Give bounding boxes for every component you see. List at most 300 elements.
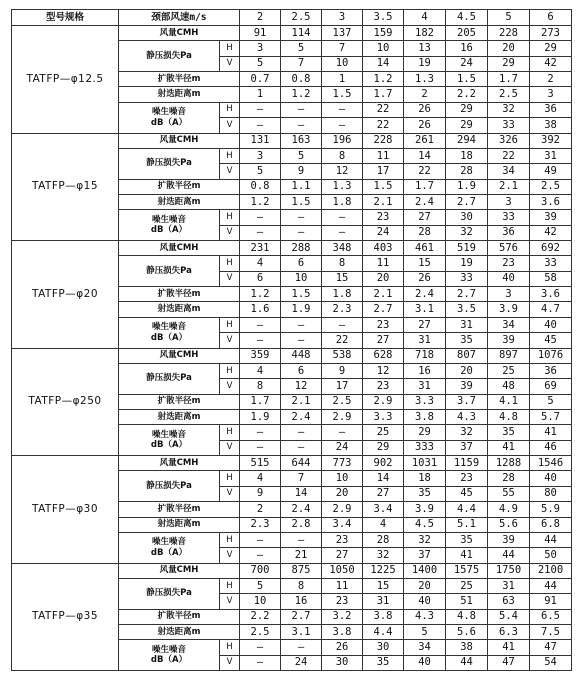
noise-v-value: 32 xyxy=(363,548,404,563)
h-label: H xyxy=(220,363,240,378)
noise-label-line-1: 噪生噪音 xyxy=(151,107,186,118)
noise-v-value: 41 xyxy=(446,548,488,563)
noise-label xyxy=(119,102,220,133)
pressure-label: 静压损失Pa xyxy=(119,148,220,179)
pressure-v-value: 26 xyxy=(404,271,446,286)
pressure-h-value: 15 xyxy=(404,256,446,271)
radius-value: 4.8 xyxy=(446,609,488,624)
noise-h-value: 41 xyxy=(530,425,572,440)
radius-value: 0.7 xyxy=(240,72,281,87)
noise-h-value: 40 xyxy=(530,317,572,332)
radius-value: 1.9 xyxy=(446,179,488,194)
noise-v-value: 42 xyxy=(530,225,572,240)
airflow-value: 114 xyxy=(281,26,322,41)
pressure-h-value: 10 xyxy=(363,41,404,56)
pressure-v-value: 9 xyxy=(281,164,322,179)
pressure-h-value: 8 xyxy=(281,578,322,593)
noise-label-line-2: dB（A） xyxy=(150,332,188,343)
throw-value: 3.5 xyxy=(446,302,488,317)
pressure-v-value: 33 xyxy=(446,271,488,286)
noise-h-value: 36 xyxy=(530,102,572,117)
airflow-value: 261 xyxy=(404,133,446,148)
radius-label: 扩散半径m xyxy=(119,287,240,302)
radius-value: 6.5 xyxy=(530,609,572,624)
model-cell: TATFP—φ20 xyxy=(12,241,119,349)
radius-value: 5 xyxy=(530,394,572,409)
noise-v-value: 50 xyxy=(530,548,572,563)
noise-v-value: – xyxy=(281,225,322,240)
pressure-h-value: 18 xyxy=(446,148,488,163)
radius-label: 扩散半径m xyxy=(119,394,240,409)
airflow-value: 1076 xyxy=(530,348,572,363)
airflow-value: 897 xyxy=(488,348,530,363)
radius-label: 扩散半径m xyxy=(119,72,240,87)
noise-v-value: – xyxy=(322,225,363,240)
radius-value: 1.7 xyxy=(404,179,446,194)
noise-h-value: – xyxy=(322,425,363,440)
noise-v-value: 44 xyxy=(446,655,488,670)
header-speed-value: 4.5 xyxy=(446,10,488,26)
pressure-v-value: 5 xyxy=(240,164,281,179)
model-cell: TATFP—φ30 xyxy=(12,456,119,564)
pressure-v-value: 48 xyxy=(488,379,530,394)
noise-h-value: – xyxy=(240,425,281,440)
airflow-value: 875 xyxy=(281,563,322,578)
pressure-h-value: 19 xyxy=(446,256,488,271)
noise-h-value: 22 xyxy=(363,102,404,117)
noise-label-line-1: 噪生噪音 xyxy=(151,322,186,333)
throw-value: 5.6 xyxy=(488,517,530,532)
airflow-value: 163 xyxy=(281,133,322,148)
pressure-v-value: 40 xyxy=(488,271,530,286)
noise-h-value: 23 xyxy=(322,532,363,547)
noise-v-value: – xyxy=(322,118,363,133)
noise-v-value: 31 xyxy=(404,333,446,348)
h-label: H xyxy=(220,532,240,547)
radius-value: 3.6 xyxy=(530,287,572,302)
throw-value: 5 xyxy=(404,625,446,640)
pressure-h-value: 7 xyxy=(322,41,363,56)
pressure-v-value: 23 xyxy=(363,379,404,394)
h-label: H xyxy=(220,640,240,655)
noise-label xyxy=(119,210,220,241)
throw-value: 2.3 xyxy=(240,517,281,532)
throw-value: 4 xyxy=(363,517,404,532)
radius-value: 1.1 xyxy=(281,179,322,194)
airflow-value: 228 xyxy=(363,133,404,148)
throw-value: 4.3 xyxy=(446,409,488,424)
pressure-v-value: 10 xyxy=(240,594,281,609)
noise-v-value: 46 xyxy=(530,440,572,455)
throw-label: 射迭距离m xyxy=(119,625,240,640)
pressure-v-value: 12 xyxy=(322,164,363,179)
pressure-v-value: 19 xyxy=(404,56,446,71)
throw-value: 3.9 xyxy=(488,302,530,317)
noise-label-line-1: 噪生噪音 xyxy=(151,537,186,548)
h-label: H xyxy=(220,210,240,225)
radius-value: 3.3 xyxy=(404,394,446,409)
pressure-v-value: 49 xyxy=(530,164,572,179)
radius-value: 4.9 xyxy=(488,502,530,517)
noise-h-value: 27 xyxy=(404,210,446,225)
noise-h-value: 39 xyxy=(488,532,530,547)
noise-h-value: 35 xyxy=(446,532,488,547)
h-label: H xyxy=(220,256,240,271)
radius-value: 2.1 xyxy=(363,287,404,302)
pressure-v-value: 24 xyxy=(446,56,488,71)
throw-value: 1.9 xyxy=(281,302,322,317)
noise-v-value: – xyxy=(240,333,281,348)
header-speed-value: 2 xyxy=(240,10,281,26)
v-label: V xyxy=(220,655,240,670)
pressure-h-value: 5 xyxy=(240,578,281,593)
noise-v-value: 37 xyxy=(404,548,446,563)
airflow-value: 1031 xyxy=(404,456,446,471)
header-speed-value: 6 xyxy=(530,10,572,26)
airflow-value: 403 xyxy=(363,241,404,256)
pressure-v-value: 69 xyxy=(530,379,572,394)
noise-h-value: 30 xyxy=(363,640,404,655)
throw-value: 1.8 xyxy=(322,194,363,209)
noise-v-value: 45 xyxy=(530,333,572,348)
noise-v-value: 40 xyxy=(404,655,446,670)
pressure-h-value: 7 xyxy=(281,471,322,486)
noise-v-value: 30 xyxy=(322,655,363,670)
model-cell: TATFP—φ250 xyxy=(12,348,119,456)
radius-value: 2.9 xyxy=(322,502,363,517)
pressure-h-value: 44 xyxy=(530,578,572,593)
noise-v-value: 333 xyxy=(404,440,446,455)
pressure-v-value: 40 xyxy=(404,594,446,609)
throw-label: 射迭距离m xyxy=(119,517,240,532)
noise-v-value: 44 xyxy=(488,548,530,563)
pressure-label: 静压损失Pa xyxy=(119,578,220,609)
throw-value: 3.8 xyxy=(404,409,446,424)
noise-v-value: 29 xyxy=(446,118,488,133)
noise-h-value: – xyxy=(240,210,281,225)
pressure-v-value: 23 xyxy=(322,594,363,609)
noise-h-value: 29 xyxy=(446,102,488,117)
pressure-v-value: 14 xyxy=(281,486,322,501)
throw-value: 4.8 xyxy=(488,409,530,424)
throw-value: 1.9 xyxy=(240,409,281,424)
model-cell: TATFP—φ12.5 xyxy=(12,26,119,134)
pressure-v-value: 20 xyxy=(322,486,363,501)
pressure-v-value: 20 xyxy=(363,271,404,286)
pressure-h-value: 14 xyxy=(363,471,404,486)
pressure-v-value: 12 xyxy=(281,379,322,394)
noise-h-value: 23 xyxy=(363,210,404,225)
noise-h-value: 32 xyxy=(446,425,488,440)
airflow-value: 1750 xyxy=(488,563,530,578)
airflow-value: 326 xyxy=(488,133,530,148)
noise-h-value: 26 xyxy=(322,640,363,655)
airflow-value: 294 xyxy=(446,133,488,148)
table-row xyxy=(12,456,572,471)
noise-h-value: 25 xyxy=(363,425,404,440)
noise-h-value: – xyxy=(240,640,281,655)
airflow-value: 1288 xyxy=(488,456,530,471)
airflow-value: 692 xyxy=(530,241,572,256)
noise-h-value: 31 xyxy=(446,317,488,332)
radius-value: 2.2 xyxy=(240,609,281,624)
pressure-v-value: 7 xyxy=(281,56,322,71)
pressure-v-value: 29 xyxy=(488,56,530,71)
pressure-h-value: 25 xyxy=(488,363,530,378)
radius-value: 1.3 xyxy=(404,72,446,87)
radius-value: 3.7 xyxy=(446,394,488,409)
airflow-value: 91 xyxy=(240,26,281,41)
pressure-label: 静压损失Pa xyxy=(119,256,220,287)
noise-v-value: 35 xyxy=(446,333,488,348)
pressure-h-value: 14 xyxy=(404,148,446,163)
pressure-h-value: 15 xyxy=(363,578,404,593)
pressure-h-value: 8 xyxy=(322,256,363,271)
noise-h-value: 23 xyxy=(363,317,404,332)
v-label: V xyxy=(220,333,240,348)
airflow-value: 196 xyxy=(322,133,363,148)
h-label: H xyxy=(220,41,240,56)
pressure-v-value: 31 xyxy=(363,594,404,609)
v-label: V xyxy=(220,594,240,609)
noise-v-value: 54 xyxy=(530,655,572,670)
radius-value: 2.4 xyxy=(404,287,446,302)
noise-h-value: – xyxy=(322,102,363,117)
pressure-v-value: 51 xyxy=(446,594,488,609)
model-cell: TATFP—φ15 xyxy=(12,133,119,241)
noise-v-value: 33 xyxy=(488,118,530,133)
noise-v-value: 41 xyxy=(488,440,530,455)
airflow-value: 519 xyxy=(446,241,488,256)
pressure-label: 静压损失Pa xyxy=(119,41,220,72)
pressure-v-value: 27 xyxy=(363,486,404,501)
noise-label xyxy=(119,317,220,348)
noise-v-value: – xyxy=(240,548,281,563)
noise-h-value: 41 xyxy=(488,640,530,655)
airflow-label: 风量CMH xyxy=(119,241,240,256)
throw-value: 7.5 xyxy=(530,625,572,640)
noise-v-value: 38 xyxy=(530,118,572,133)
spec-table-body xyxy=(12,10,572,671)
airflow-value: 538 xyxy=(322,348,363,363)
pressure-v-value: 22 xyxy=(404,164,446,179)
radius-value: 2.1 xyxy=(488,179,530,194)
throw-value: 2.5 xyxy=(240,625,281,640)
noise-h-value: – xyxy=(281,102,322,117)
noise-v-value: 27 xyxy=(363,333,404,348)
throw-label: 射迭距离m xyxy=(119,194,240,209)
airflow-value: 902 xyxy=(363,456,404,471)
noise-v-value: 35 xyxy=(363,655,404,670)
noise-h-value: – xyxy=(240,317,281,332)
pressure-h-value: 33 xyxy=(530,256,572,271)
header-row xyxy=(12,10,572,26)
radius-value: 5.4 xyxy=(488,609,530,624)
pressure-h-value: 6 xyxy=(281,256,322,271)
radius-value: 1.5 xyxy=(281,287,322,302)
radius-value: 4.3 xyxy=(404,609,446,624)
table-row xyxy=(12,26,572,41)
radius-value: 0.8 xyxy=(240,179,281,194)
pressure-v-value: 39 xyxy=(446,379,488,394)
airflow-value: 628 xyxy=(363,348,404,363)
pressure-v-value: 17 xyxy=(322,379,363,394)
header-speed-value: 4 xyxy=(404,10,446,26)
pressure-h-value: 20 xyxy=(404,578,446,593)
airflow-value: 205 xyxy=(446,26,488,41)
pressure-label: 静压损失Pa xyxy=(119,471,220,502)
throw-value: 1.2 xyxy=(240,194,281,209)
throw-value: 5.1 xyxy=(446,517,488,532)
pressure-h-value: 3 xyxy=(240,41,281,56)
noise-label-line-2: dB（A） xyxy=(150,655,188,666)
airflow-value: 1050 xyxy=(322,563,363,578)
pressure-h-value: 23 xyxy=(488,256,530,271)
airflow-value: 807 xyxy=(446,348,488,363)
pressure-v-value: 58 xyxy=(530,271,572,286)
throw-value: 1.5 xyxy=(322,87,363,102)
pressure-h-value: 4 xyxy=(240,256,281,271)
pressure-h-value: 13 xyxy=(404,41,446,56)
pressure-v-value: 35 xyxy=(404,486,446,501)
v-label: V xyxy=(220,164,240,179)
pressure-h-value: 10 xyxy=(322,471,363,486)
throw-value: 3.8 xyxy=(322,625,363,640)
airflow-value: 159 xyxy=(363,26,404,41)
noise-label-line-2: dB（A） xyxy=(150,547,188,558)
noise-h-value: 44 xyxy=(530,532,572,547)
header-speed-value: 3.5 xyxy=(363,10,404,26)
v-label: V xyxy=(220,379,240,394)
pressure-h-value: 20 xyxy=(488,41,530,56)
noise-v-value: – xyxy=(240,118,281,133)
table-row xyxy=(12,241,572,256)
v-label: V xyxy=(220,225,240,240)
pressure-v-value: 17 xyxy=(363,164,404,179)
throw-value: 3.4 xyxy=(322,517,363,532)
spec-table xyxy=(11,9,572,671)
noise-h-value: – xyxy=(281,317,322,332)
airflow-value: 359 xyxy=(240,348,281,363)
pressure-v-value: 16 xyxy=(281,594,322,609)
noise-v-value: 26 xyxy=(404,118,446,133)
table-row xyxy=(12,348,572,363)
noise-v-value: – xyxy=(281,118,322,133)
noise-label-line-1: 噪生噪音 xyxy=(151,644,186,655)
airflow-value: 461 xyxy=(404,241,446,256)
noise-h-value: – xyxy=(281,532,322,547)
pressure-h-value: 11 xyxy=(363,256,404,271)
radius-label: 扩散半径m xyxy=(119,502,240,517)
h-label: H xyxy=(220,471,240,486)
airflow-value: 718 xyxy=(404,348,446,363)
throw-value: 2.2 xyxy=(446,87,488,102)
pressure-h-value: 11 xyxy=(363,148,404,163)
pressure-v-value: 9 xyxy=(240,486,281,501)
noise-v-value: 24 xyxy=(322,440,363,455)
pressure-h-value: 28 xyxy=(488,471,530,486)
noise-v-value: 39 xyxy=(488,333,530,348)
noise-h-value: – xyxy=(281,425,322,440)
noise-v-value: – xyxy=(240,225,281,240)
noise-label-line-1: 噪生噪音 xyxy=(151,214,186,225)
pressure-v-value: 10 xyxy=(322,56,363,71)
airflow-value: 1225 xyxy=(363,563,404,578)
noise-v-value: 32 xyxy=(446,225,488,240)
noise-h-value: 33 xyxy=(488,210,530,225)
throw-value: 1.2 xyxy=(281,87,322,102)
noise-h-value: 47 xyxy=(530,640,572,655)
v-label: V xyxy=(220,271,240,286)
noise-h-value: – xyxy=(322,210,363,225)
throw-value: 6.8 xyxy=(530,517,572,532)
throw-label: 射迭距离m xyxy=(119,409,240,424)
airflow-value: 2100 xyxy=(530,563,572,578)
airflow-value: 576 xyxy=(488,241,530,256)
throw-value: 3.1 xyxy=(281,625,322,640)
throw-value: 2.8 xyxy=(281,517,322,532)
pressure-h-value: 16 xyxy=(404,363,446,378)
pressure-h-value: 18 xyxy=(404,471,446,486)
airflow-value: 182 xyxy=(404,26,446,41)
pressure-v-value: 42 xyxy=(530,56,572,71)
radius-value: 1 xyxy=(322,72,363,87)
noise-v-value: – xyxy=(281,440,322,455)
model-cell: TATFP—φ35 xyxy=(12,563,119,671)
noise-v-value: 28 xyxy=(404,225,446,240)
airflow-value: 231 xyxy=(240,241,281,256)
noise-v-value: 36 xyxy=(488,225,530,240)
airflow-value: 773 xyxy=(322,456,363,471)
throw-value: 3.6 xyxy=(530,194,572,209)
throw-value: 2.4 xyxy=(281,409,322,424)
airflow-value: 1159 xyxy=(446,456,488,471)
throw-value: 1.7 xyxy=(363,87,404,102)
pressure-h-value: 22 xyxy=(488,148,530,163)
radius-value: 2.9 xyxy=(363,394,404,409)
noise-v-value: 29 xyxy=(363,440,404,455)
noise-h-value: 29 xyxy=(404,425,446,440)
radius-value: 2.5 xyxy=(322,394,363,409)
h-label: H xyxy=(220,425,240,440)
airflow-value: 515 xyxy=(240,456,281,471)
radius-value: 3.9 xyxy=(404,502,446,517)
pressure-h-value: 3 xyxy=(240,148,281,163)
throw-value: 2.7 xyxy=(446,194,488,209)
throw-value: 2.9 xyxy=(322,409,363,424)
throw-value: 3.1 xyxy=(404,302,446,317)
throw-value: 2.4 xyxy=(404,194,446,209)
pressure-h-value: 6 xyxy=(281,363,322,378)
pressure-h-value: 25 xyxy=(446,578,488,593)
radius-value: 4.1 xyxy=(488,394,530,409)
radius-value: 2.1 xyxy=(281,394,322,409)
h-label: H xyxy=(220,578,240,593)
pressure-v-value: 8 xyxy=(240,379,281,394)
v-label: V xyxy=(220,440,240,455)
throw-label: 射迭距离m xyxy=(119,302,240,317)
table-row xyxy=(12,133,572,148)
radius-value: 1.5 xyxy=(363,179,404,194)
radius-value: 2.7 xyxy=(446,287,488,302)
pressure-h-value: 5 xyxy=(281,41,322,56)
pressure-h-value: 11 xyxy=(322,578,363,593)
table-row xyxy=(12,563,572,578)
v-label: V xyxy=(220,118,240,133)
h-label: H xyxy=(220,317,240,332)
pressure-h-value: 29 xyxy=(530,41,572,56)
radius-value: 2.5 xyxy=(530,179,572,194)
